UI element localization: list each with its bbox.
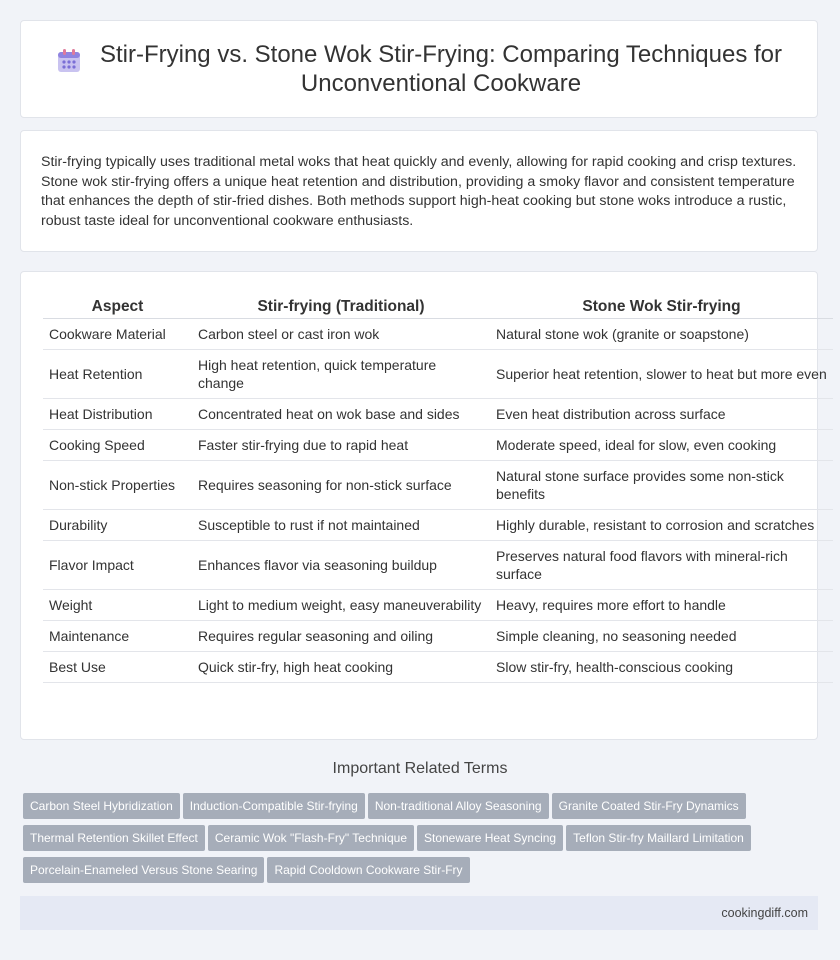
header-traditional: Stir-frying (Traditional) <box>192 294 490 319</box>
header-aspect: Aspect <box>43 294 192 319</box>
table-row <box>43 621 833 652</box>
aspect-cell: Heat Distribution <box>43 399 192 430</box>
tag-porcelain-enameled-vs-stone[interactable]: Porcelain-Enameled Versus Stone Searing <box>23 857 264 883</box>
aspect-cell: Cooking Speed <box>43 430 192 461</box>
table-row <box>43 319 833 350</box>
tag-stoneware-heat-syncing[interactable]: Stoneware Heat Syncing <box>417 825 563 851</box>
tag-ceramic-wok-flash-fry[interactable]: Ceramic Wok "Flash-Fry" Technique <box>208 825 414 851</box>
related-terms-tags <box>23 793 823 889</box>
tag-rapid-cooldown-cookware[interactable]: Rapid Cooldown Cookware Stir-Fry <box>267 857 469 883</box>
table-header-row <box>43 294 833 319</box>
table-row <box>43 430 833 461</box>
traditional-cell: Concentrated heat on wok base and sides <box>192 399 490 430</box>
traditional-cell: Carbon steel or cast iron wok <box>192 319 490 350</box>
stone-wok-cell: Natural stone surface provides some non-stick benefits <box>490 461 833 510</box>
stone-wok-cell: Superior heat retention, slower to heat but more even <box>490 350 833 399</box>
stone-wok-cell: Preserves natural food flavors with mineral-rich surface <box>490 541 833 590</box>
aspect-cell: Heat Retention <box>43 350 192 399</box>
aspect-cell: Flavor Impact <box>43 541 192 590</box>
table-row <box>43 652 833 683</box>
stone-wok-cell: Highly durable, resistant to corrosion and scratches <box>490 510 833 541</box>
aspect-cell: Durability <box>43 510 192 541</box>
stone-wok-cell: Natural stone wok (granite or soapstone) <box>490 319 833 350</box>
stone-wok-cell: Simple cleaning, no seasoning needed <box>490 621 833 652</box>
traditional-cell: Requires seasoning for non-stick surface <box>192 461 490 510</box>
footer-site-link[interactable]: cookingdiff.com <box>721 906 808 920</box>
table-row <box>43 350 833 399</box>
tag-carbon-steel-hybridization[interactable]: Carbon Steel Hybridization <box>23 793 180 819</box>
traditional-cell: Quick stir-fry, high heat cooking <box>192 652 490 683</box>
aspect-cell: Cookware Material <box>43 319 192 350</box>
title-card <box>20 20 818 118</box>
header-stone-wok: Stone Wok Stir-frying <box>490 294 833 319</box>
table-row <box>43 510 833 541</box>
traditional-cell: Enhances flavor via seasoning buildup <box>192 541 490 590</box>
tag-non-traditional-alloy-seasoning[interactable]: Non-traditional Alloy Seasoning <box>368 793 549 819</box>
comparison-table-card <box>20 271 827 740</box>
traditional-cell: Light to medium weight, easy maneuverability <box>192 590 490 621</box>
stone-wok-cell: Slow stir-fry, health-conscious cooking <box>490 652 833 683</box>
stone-wok-cell: Moderate speed, ideal for slow, even cooking <box>490 430 833 461</box>
table-row <box>43 590 833 621</box>
related-terms-title: Important Related Terms <box>332 760 508 777</box>
stone-wok-cell: Heavy, requires more effort to handle <box>490 590 833 621</box>
aspect-cell: Best Use <box>43 652 192 683</box>
tag-induction-compatible-stir-frying[interactable]: Induction-Compatible Stir-frying <box>183 793 365 819</box>
page-title <box>100 40 782 98</box>
aspect-cell: Non-stick Properties <box>43 461 192 510</box>
intro-paragraph: Stir-frying typically uses traditional metal woks that heat quickly and evenly, allowing for rapid cooking and crisp textures. Stone wok stir-frying offers a unique heat retention and distribution, providing a smoky flavor and consistent temperature that enhances the depth of stir-fried dishes. Both methods support high-heat cooking but stone woks introduce a rustic, robust taste ideal for unconventional cookware enthusiasts. <box>41 154 797 229</box>
intro-card <box>20 130 818 252</box>
tag-teflon-stir-fry-maillard[interactable]: Teflon Stir-fry Maillard Limitation <box>566 825 751 851</box>
comparison-table <box>43 294 833 683</box>
tag-granite-coated-stir-fry-dynamics[interactable]: Granite Coated Stir-Fry Dynamics <box>552 793 746 819</box>
tag-thermal-retention-skillet-effect[interactable]: Thermal Retention Skillet Effect <box>23 825 205 851</box>
page-title-line1: Stir-Frying vs. Stone Wok Stir-Frying: Comparing Techniques for <box>99 41 783 68</box>
footer <box>20 896 818 930</box>
traditional-cell: Requires regular seasoning and oiling <box>192 621 490 652</box>
aspect-cell: Weight <box>43 590 192 621</box>
traditional-cell: High heat retention, quick temperature change <box>192 350 490 399</box>
table-row <box>43 461 833 510</box>
page-title-line2: Unconventional Cookware <box>300 70 582 97</box>
table-row <box>43 541 833 590</box>
aspect-cell: Maintenance <box>43 621 192 652</box>
stone-wok-cell: Even heat distribution across surface <box>490 399 833 430</box>
calendar-icon <box>56 48 82 74</box>
table-row <box>43 399 833 430</box>
traditional-cell: Faster stir-frying due to rapid heat <box>192 430 490 461</box>
traditional-cell: Susceptible to rust if not maintained <box>192 510 490 541</box>
